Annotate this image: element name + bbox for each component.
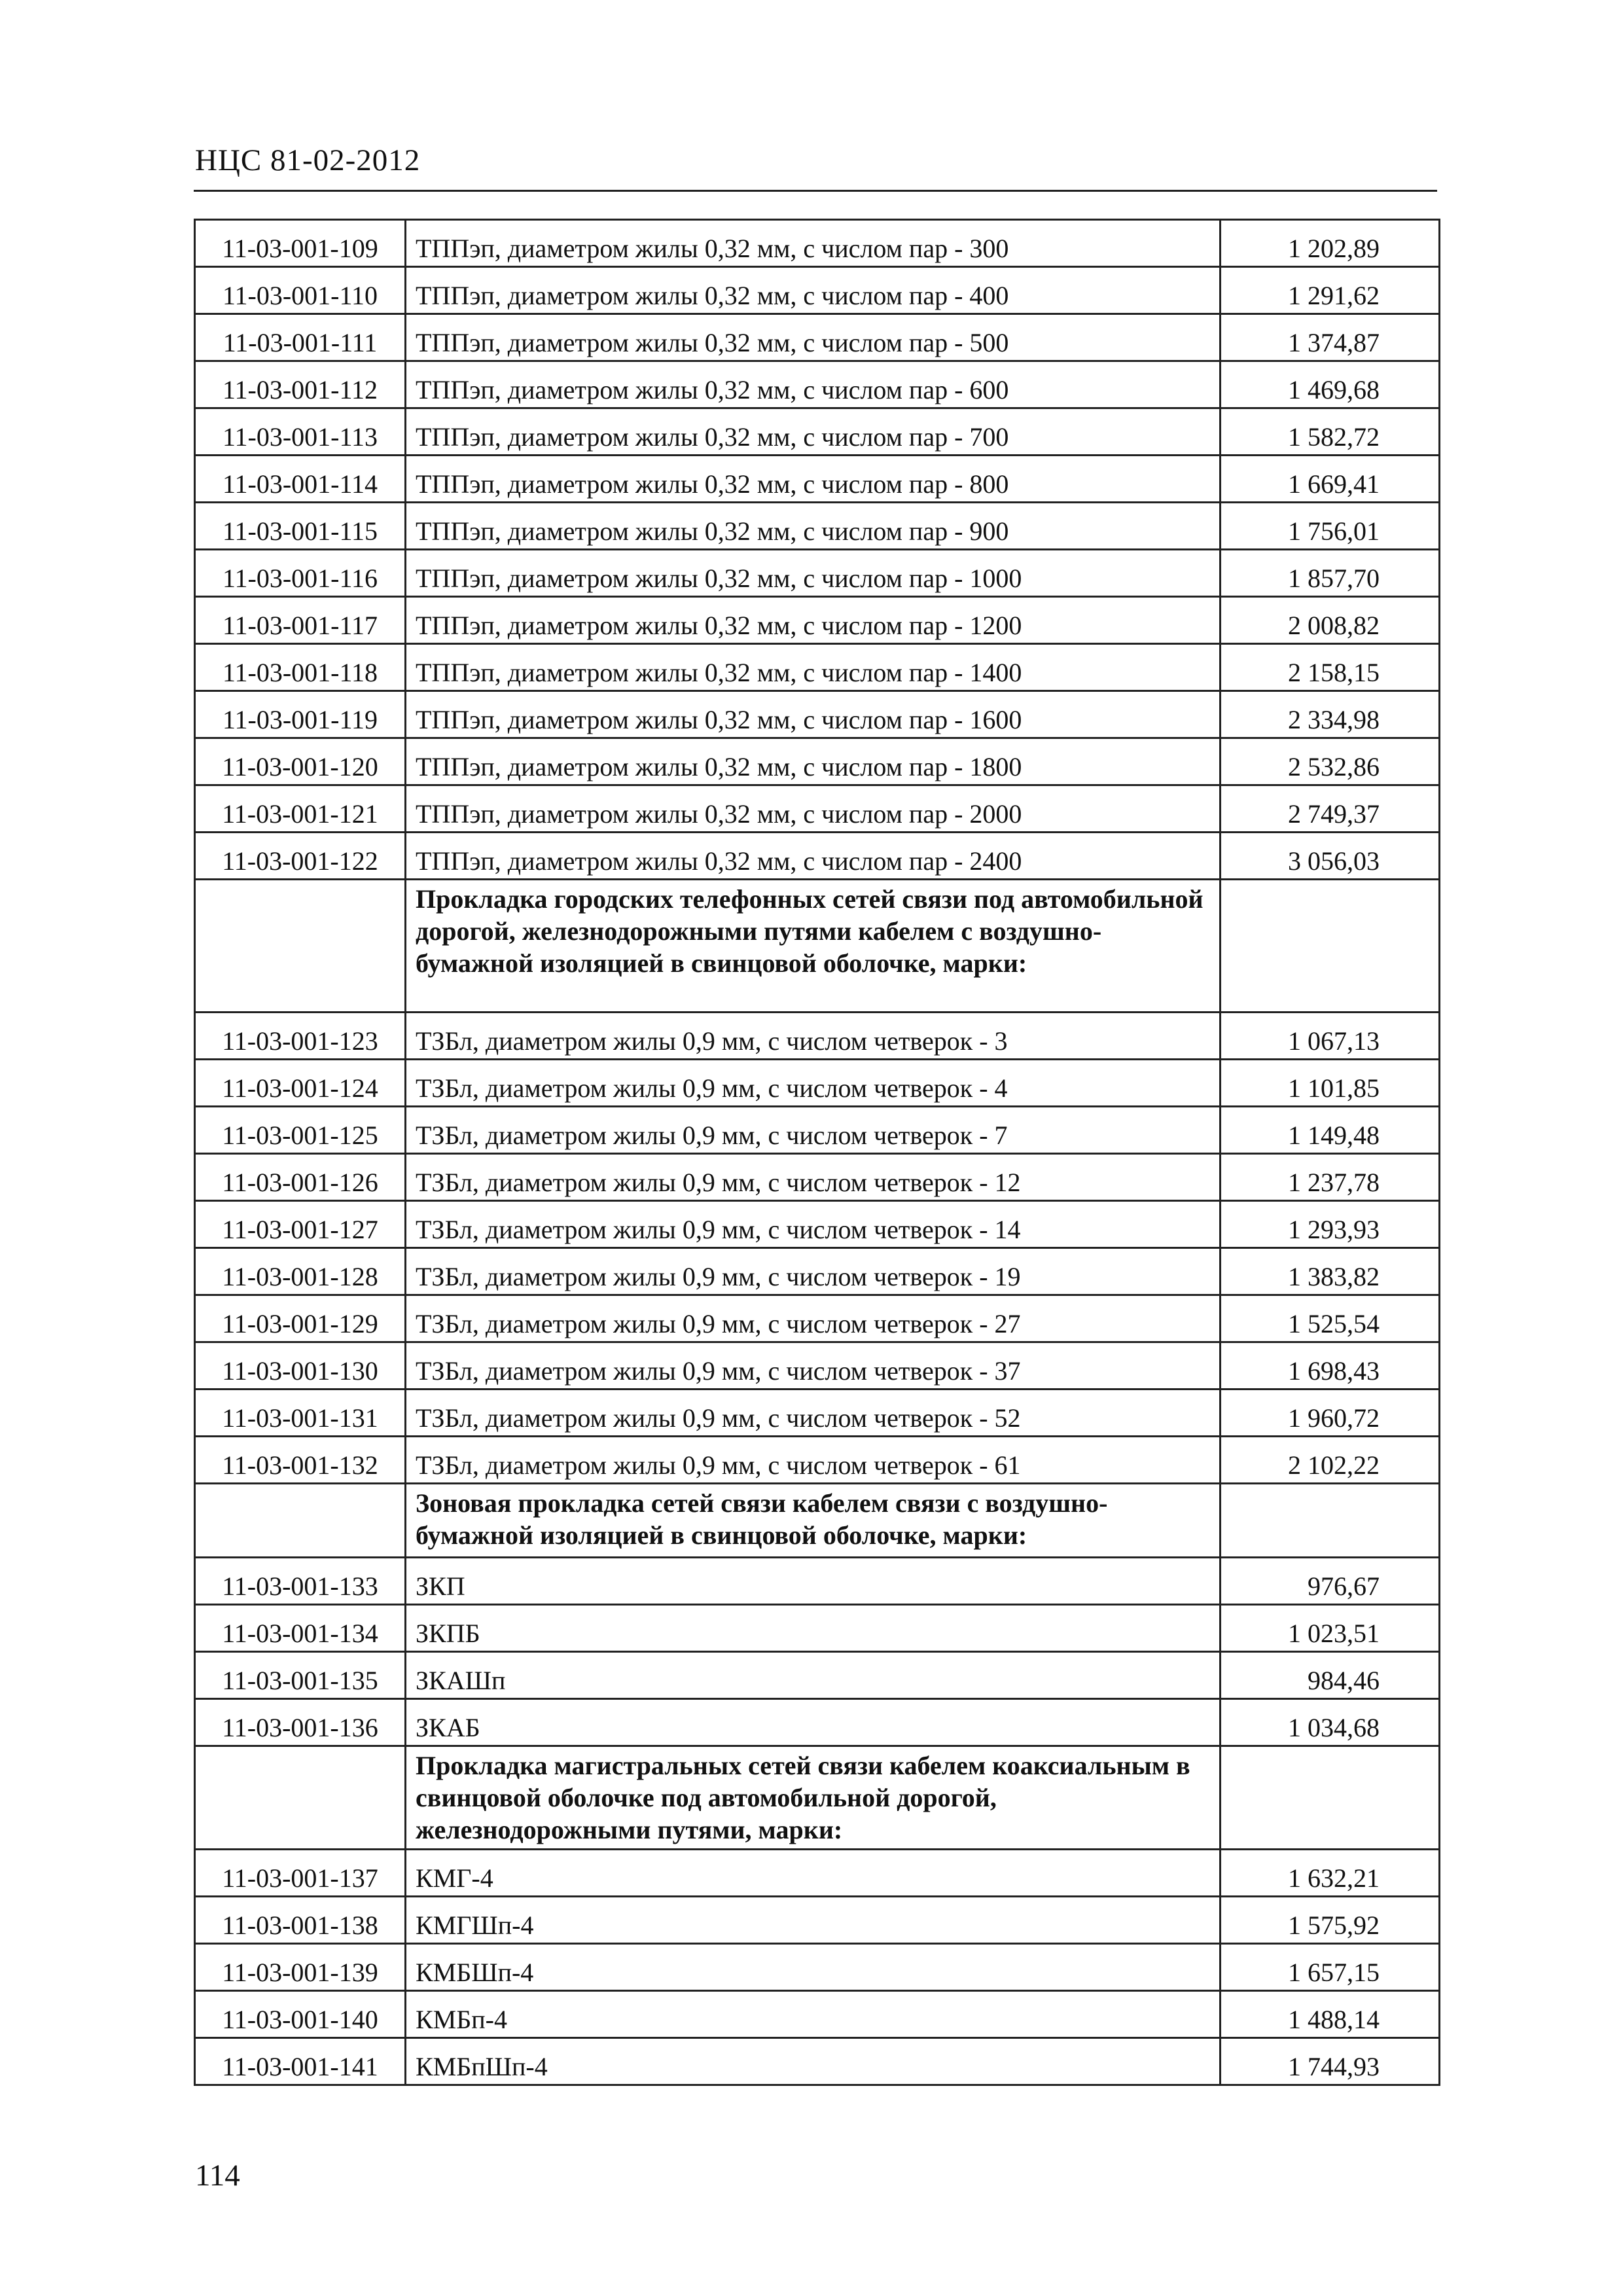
rate-code-cell: 11-03-001-110 bbox=[195, 267, 406, 314]
rate-code-cell: 11-03-001-126 bbox=[195, 1154, 406, 1201]
rate-price-cell: 1 291,62 bbox=[1221, 267, 1440, 314]
rate-price-cell: 2 008,82 bbox=[1221, 597, 1440, 644]
rate-price-cell: 2 102,22 bbox=[1221, 1437, 1440, 1484]
empty-price-cell bbox=[1221, 1484, 1440, 1558]
table-row bbox=[195, 644, 1440, 691]
rate-description-cell: ТППэп, диаметром жилы 0,32 мм, с числом пар - 800 bbox=[406, 456, 1221, 503]
rate-description-cell: ТЗБл, диаметром жилы 0,9 мм, с числом четверок - 12 bbox=[406, 1154, 1221, 1201]
rate-code-cell: 11-03-001-118 bbox=[195, 644, 406, 691]
rate-description-cell: ТЗБл, диаметром жилы 0,9 мм, с числом четверок - 27 bbox=[406, 1295, 1221, 1342]
rate-price-cell: 1 034,68 bbox=[1221, 1699, 1440, 1746]
rate-code-cell: 11-03-001-120 bbox=[195, 738, 406, 785]
rate-code-cell: 11-03-001-123 bbox=[195, 1013, 406, 1060]
rate-code-cell: 11-03-001-138 bbox=[195, 1897, 406, 1944]
rate-price-cell: 1 293,93 bbox=[1221, 1201, 1440, 1248]
rate-description-cell: ЗКАШп bbox=[406, 1652, 1221, 1699]
table-row bbox=[195, 1605, 1440, 1652]
table-row bbox=[195, 220, 1440, 267]
rate-price-cell: 1 756,01 bbox=[1221, 503, 1440, 550]
rate-price-cell: 1 657,15 bbox=[1221, 1944, 1440, 1991]
rate-description-cell: ТППэп, диаметром жилы 0,32 мм, с числом пар - 2000 bbox=[406, 785, 1221, 833]
rate-code-cell: 11-03-001-133 bbox=[195, 1558, 406, 1605]
header-rule bbox=[194, 190, 1437, 192]
rate-code-cell: 11-03-001-116 bbox=[195, 550, 406, 597]
rate-description-cell: ТППэп, диаметром жилы 0,32 мм, с числом пар - 400 bbox=[406, 267, 1221, 314]
table-row bbox=[195, 550, 1440, 597]
section-heading-cell: Прокладка магистральных сетей связи кабелем коаксиальным в свинцовой оболочке под автомобильной дорогой, железнодорожными путями, марки: bbox=[406, 1746, 1221, 1850]
rate-price-cell: 1 669,41 bbox=[1221, 456, 1440, 503]
rate-code-cell: 11-03-001-115 bbox=[195, 503, 406, 550]
rate-code-cell: 11-03-001-137 bbox=[195, 1850, 406, 1897]
table-row bbox=[195, 1699, 1440, 1746]
table-row bbox=[195, 1850, 1440, 1897]
rate-price-cell: 1 698,43 bbox=[1221, 1342, 1440, 1390]
rate-description-cell: ТППэп, диаметром жилы 0,32 мм, с числом пар - 1400 bbox=[406, 644, 1221, 691]
table-row bbox=[195, 1248, 1440, 1295]
table-row bbox=[195, 1013, 1440, 1060]
rate-code-cell: 11-03-001-130 bbox=[195, 1342, 406, 1390]
rate-code-cell: 11-03-001-114 bbox=[195, 456, 406, 503]
rate-description-cell: ТППэп, диаметром жилы 0,32 мм, с числом пар - 300 bbox=[406, 220, 1221, 267]
rate-description-cell: ТЗБл, диаметром жилы 0,9 мм, с числом четверок - 14 bbox=[406, 1201, 1221, 1248]
rate-description-cell: КМБШп-4 bbox=[406, 1944, 1221, 1991]
table-row bbox=[195, 267, 1440, 314]
rate-code-cell: 11-03-001-131 bbox=[195, 1390, 406, 1437]
rate-price-cell: 1 582,72 bbox=[1221, 408, 1440, 456]
rate-description-cell: ТЗБл, диаметром жилы 0,9 мм, с числом четверок - 19 bbox=[406, 1248, 1221, 1295]
section-heading-cell: Прокладка городских телефонных сетей связи под автомобильной дорогой, железнодорожными путями кабелем с воздушно-бумажной изоляцией в свинцовой оболочке, марки: bbox=[406, 880, 1221, 1013]
rate-code-cell: 11-03-001-119 bbox=[195, 691, 406, 738]
rate-price-cell: 2 532,86 bbox=[1221, 738, 1440, 785]
rate-description-cell: ТЗБл, диаметром жилы 0,9 мм, с числом четверок - 37 bbox=[406, 1342, 1221, 1390]
rate-description-cell: ТППэп, диаметром жилы 0,32 мм, с числом пар - 2400 bbox=[406, 833, 1221, 880]
table-row bbox=[195, 1390, 1440, 1437]
table-row bbox=[195, 1342, 1440, 1390]
table-row bbox=[195, 738, 1440, 785]
section-heading-row bbox=[195, 880, 1440, 1013]
rate-price-cell: 976,67 bbox=[1221, 1558, 1440, 1605]
empty-code-cell bbox=[195, 1746, 406, 1850]
rate-price-cell: 1 067,13 bbox=[1221, 1013, 1440, 1060]
rate-price-cell: 1 857,70 bbox=[1221, 550, 1440, 597]
rates-table bbox=[194, 219, 1440, 2086]
rate-price-cell: 1 575,92 bbox=[1221, 1897, 1440, 1944]
table-row bbox=[195, 456, 1440, 503]
table-row bbox=[195, 1437, 1440, 1484]
rate-description-cell: ТППэп, диаметром жилы 0,32 мм, с числом пар - 1600 bbox=[406, 691, 1221, 738]
rate-code-cell: 11-03-001-122 bbox=[195, 833, 406, 880]
rate-description-cell: ТППэп, диаметром жилы 0,32 мм, с числом пар - 900 bbox=[406, 503, 1221, 550]
table-row bbox=[195, 361, 1440, 408]
table-row bbox=[195, 691, 1440, 738]
rate-description-cell: ТЗБл, диаметром жилы 0,9 мм, с числом четверок - 52 bbox=[406, 1390, 1221, 1437]
table-row bbox=[195, 833, 1440, 880]
empty-code-cell bbox=[195, 1484, 406, 1558]
rate-price-cell: 1 023,51 bbox=[1221, 1605, 1440, 1652]
rate-code-cell: 11-03-001-132 bbox=[195, 1437, 406, 1484]
rate-code-cell: 11-03-001-135 bbox=[195, 1652, 406, 1699]
rate-price-cell: 1 469,68 bbox=[1221, 361, 1440, 408]
document-code-header: НЦС 81-02-2012 bbox=[195, 143, 421, 177]
rate-description-cell: ЗКАБ bbox=[406, 1699, 1221, 1746]
rate-price-cell: 1 632,21 bbox=[1221, 1850, 1440, 1897]
table-row bbox=[195, 1154, 1440, 1201]
section-heading-cell: Зоновая прокладка сетей связи кабелем связи с воздушно-бумажной изоляцией в свинцовой оболочке, марки: bbox=[406, 1484, 1221, 1558]
rate-price-cell: 1 744,93 bbox=[1221, 2038, 1440, 2085]
empty-price-cell bbox=[1221, 880, 1440, 1013]
rate-description-cell: КМБпШп-4 bbox=[406, 2038, 1221, 2085]
rate-price-cell: 2 158,15 bbox=[1221, 644, 1440, 691]
rate-code-cell: 11-03-001-140 bbox=[195, 1991, 406, 2038]
section-heading-row bbox=[195, 1484, 1440, 1558]
rate-code-cell: 11-03-001-134 bbox=[195, 1605, 406, 1652]
rate-description-cell: ЗКПБ bbox=[406, 1605, 1221, 1652]
page-number: 114 bbox=[195, 2159, 240, 2193]
rate-price-cell: 1 525,54 bbox=[1221, 1295, 1440, 1342]
table-row bbox=[195, 503, 1440, 550]
table-row bbox=[195, 1991, 1440, 2038]
table-row bbox=[195, 1944, 1440, 1991]
rate-description-cell: ТППэп, диаметром жилы 0,32 мм, с числом пар - 1200 bbox=[406, 597, 1221, 644]
rate-price-cell: 1 149,48 bbox=[1221, 1107, 1440, 1154]
rate-code-cell: 11-03-001-124 bbox=[195, 1060, 406, 1107]
table-row bbox=[195, 314, 1440, 361]
rate-price-cell: 1 202,89 bbox=[1221, 220, 1440, 267]
table-row bbox=[195, 1295, 1440, 1342]
rate-description-cell: ТЗБл, диаметром жилы 0,9 мм, с числом четверок - 61 bbox=[406, 1437, 1221, 1484]
table-row bbox=[195, 597, 1440, 644]
table-row bbox=[195, 1558, 1440, 1605]
rate-description-cell: ТППэп, диаметром жилы 0,32 мм, с числом пар - 700 bbox=[406, 408, 1221, 456]
rate-description-cell: ТЗБл, диаметром жилы 0,9 мм, с числом четверок - 7 bbox=[406, 1107, 1221, 1154]
rate-price-cell: 3 056,03 bbox=[1221, 833, 1440, 880]
rate-code-cell: 11-03-001-113 bbox=[195, 408, 406, 456]
rates-table-body bbox=[195, 220, 1440, 2085]
empty-price-cell bbox=[1221, 1746, 1440, 1850]
rate-description-cell: ТППэп, диаметром жилы 0,32 мм, с числом пар - 1000 bbox=[406, 550, 1221, 597]
rate-description-cell: ЗКП bbox=[406, 1558, 1221, 1605]
rate-price-cell: 1 488,14 bbox=[1221, 1991, 1440, 2038]
rate-code-cell: 11-03-001-112 bbox=[195, 361, 406, 408]
rate-price-cell: 1 101,85 bbox=[1221, 1060, 1440, 1107]
table-row bbox=[195, 1897, 1440, 1944]
rate-description-cell: КМГШп-4 bbox=[406, 1897, 1221, 1944]
rate-code-cell: 11-03-001-128 bbox=[195, 1248, 406, 1295]
rate-description-cell: ТЗБл, диаметром жилы 0,9 мм, с числом четверок - 4 bbox=[406, 1060, 1221, 1107]
table-row bbox=[195, 1107, 1440, 1154]
table-row bbox=[195, 1201, 1440, 1248]
rate-description-cell: ТППэп, диаметром жилы 0,32 мм, с числом пар - 600 bbox=[406, 361, 1221, 408]
rate-code-cell: 11-03-001-141 bbox=[195, 2038, 406, 2085]
rate-code-cell: 11-03-001-117 bbox=[195, 597, 406, 644]
rate-description-cell: ТППэп, диаметром жилы 0,32 мм, с числом пар - 1800 bbox=[406, 738, 1221, 785]
rate-code-cell: 11-03-001-139 bbox=[195, 1944, 406, 1991]
rate-price-cell: 2 749,37 bbox=[1221, 785, 1440, 833]
rate-description-cell: ТЗБл, диаметром жилы 0,9 мм, с числом четверок - 3 bbox=[406, 1013, 1221, 1060]
rate-price-cell: 1 374,87 bbox=[1221, 314, 1440, 361]
rate-description-cell: ТППэп, диаметром жилы 0,32 мм, с числом пар - 500 bbox=[406, 314, 1221, 361]
rate-description-cell: КМГ-4 bbox=[406, 1850, 1221, 1897]
rate-price-cell: 1 960,72 bbox=[1221, 1390, 1440, 1437]
rate-code-cell: 11-03-001-121 bbox=[195, 785, 406, 833]
table-row bbox=[195, 1652, 1440, 1699]
rate-price-cell: 1 383,82 bbox=[1221, 1248, 1440, 1295]
table-row bbox=[195, 1060, 1440, 1107]
rate-description-cell: КМБп-4 bbox=[406, 1991, 1221, 2038]
table-row bbox=[195, 2038, 1440, 2085]
rate-code-cell: 11-03-001-111 bbox=[195, 314, 406, 361]
rate-price-cell: 1 237,78 bbox=[1221, 1154, 1440, 1201]
section-heading-row bbox=[195, 1746, 1440, 1850]
rate-code-cell: 11-03-001-136 bbox=[195, 1699, 406, 1746]
table-row bbox=[195, 785, 1440, 833]
rate-price-cell: 984,46 bbox=[1221, 1652, 1440, 1699]
rate-code-cell: 11-03-001-127 bbox=[195, 1201, 406, 1248]
rate-price-cell: 2 334,98 bbox=[1221, 691, 1440, 738]
rate-code-cell: 11-03-001-125 bbox=[195, 1107, 406, 1154]
empty-code-cell bbox=[195, 880, 406, 1013]
table-row bbox=[195, 408, 1440, 456]
rate-code-cell: 11-03-001-129 bbox=[195, 1295, 406, 1342]
rate-code-cell: 11-03-001-109 bbox=[195, 220, 406, 267]
